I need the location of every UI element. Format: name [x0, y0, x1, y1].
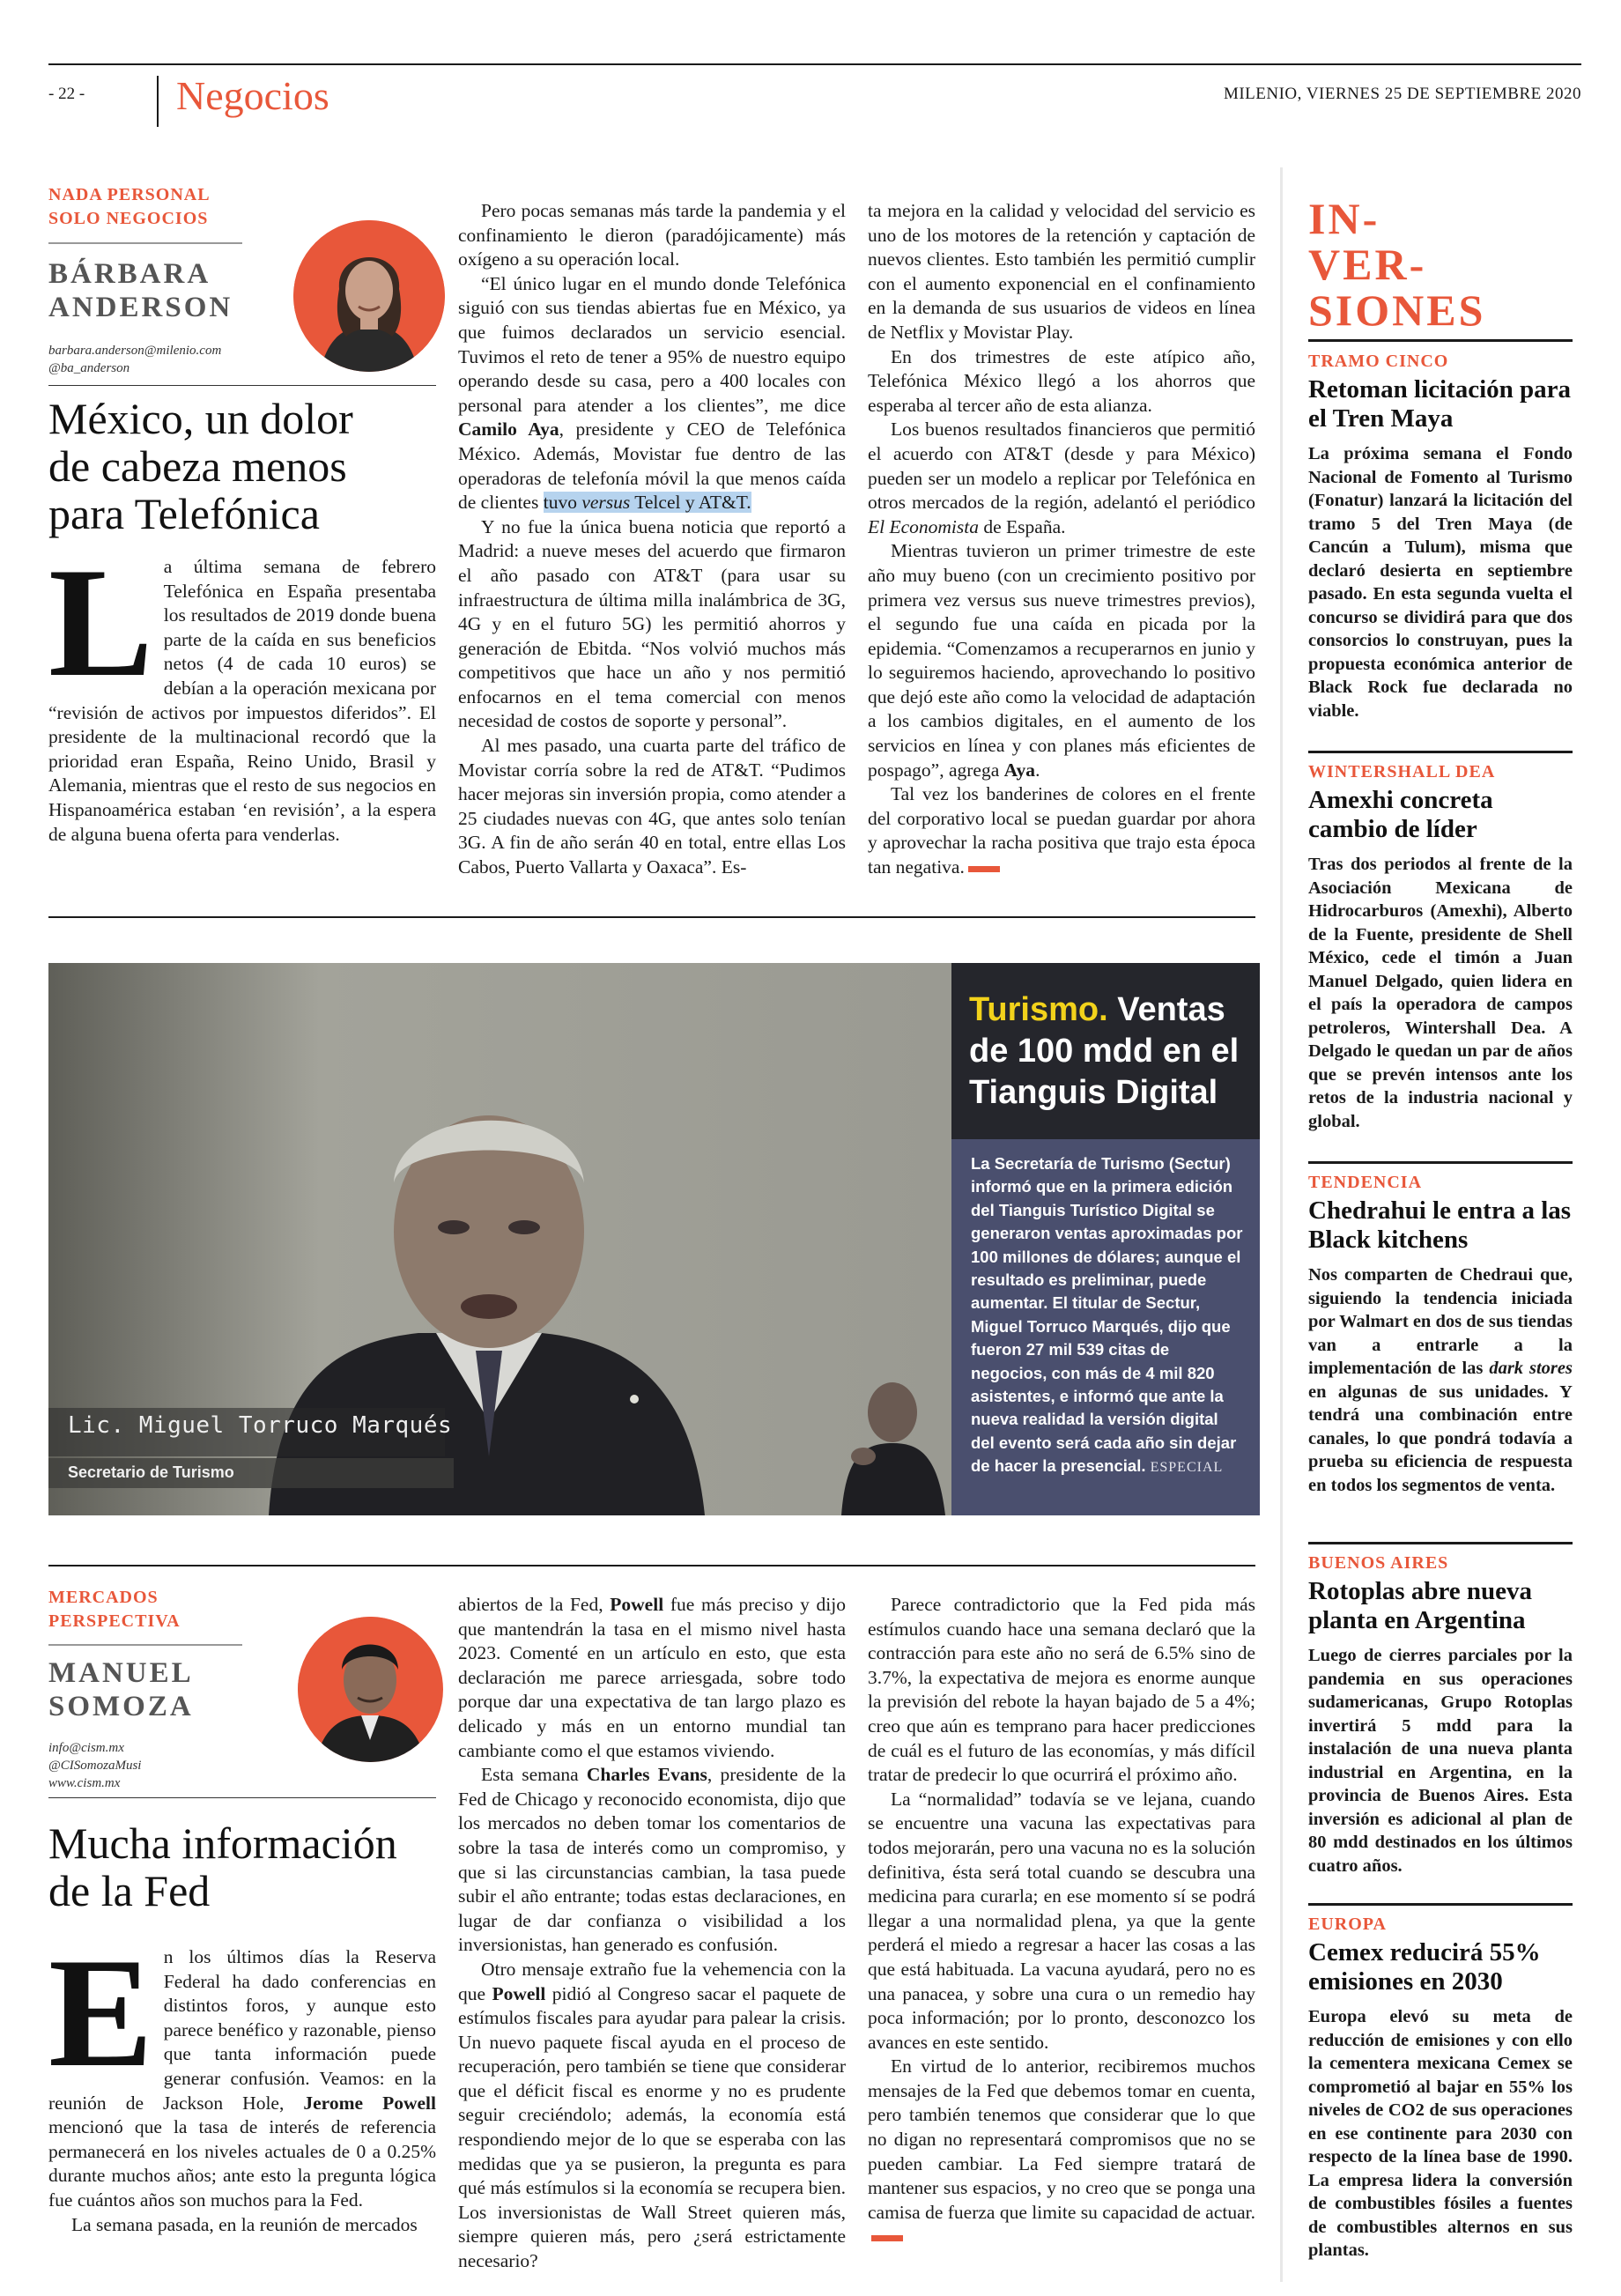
paragraph [868, 418, 1255, 539]
body-text: En virtud de lo anterior, recibiremos muchos mensajes de la Fed que debemos tomar en cuenta, pero también tenemos que considerar que lo que no digan no representará compromisos que no se pueden cambiar. La Fed siempre tratará de mantener sus espacios, y no creo que se ponga una camisa de fuerza que limite su capacidad de actuar. [868, 2055, 1255, 2223]
sidebar-item-chedraui [1308, 1172, 1573, 1497]
photo-text-box [951, 963, 1260, 1515]
article-headline [48, 395, 436, 537]
item-rule [1308, 751, 1573, 753]
item-rule [1308, 1161, 1573, 1164]
drop-cap: E [48, 1945, 153, 2100]
article-column-2 [458, 199, 846, 913]
paragraph: Al mes pasado, una cuarta parte del tráfico de Movistar corría sobre la red de AT&T. “Pudimos hacer mejoras sin inversión propia, como atender a 25 ciudades nuevas con 4G, que antes solo tenían 3G. A fin de año serán 40 en total, entre ellas Los Cabos, Puerto Vallarta y Oaxaca”. Es- [458, 735, 846, 878]
item-kicker: TRAMO CINCO [1308, 352, 1449, 371]
person-name: Aya [1003, 759, 1036, 781]
body-text: Telcel y AT&T. [630, 492, 751, 514]
header-divider [157, 76, 159, 127]
kicker-line: NADA PERSONAL [48, 185, 211, 204]
item-body: Tras dos periodos al frente de la Asociación Mexicana de Hidrocarburos (Amexhi), Alberto de la Fuente, presidente de Shell México, cede el timón a Juan Manuel Delgado, quien lidera en el país la operadora de campos petroleros, Wintershall Dea. A Delgado le quedan un par de años que se prevén intensos ante los retos de la industria nacional y global. [1308, 855, 1573, 1131]
body-text: en algunas de sus unidades. Y tendrá una combinación entre canales, lo que pondrá todavía a prueba su eficiencia de respuesta en todos los segmentos de venta. [1308, 1381, 1573, 1495]
author-twitter[interactable]: @ba_anderson [48, 361, 130, 375]
body-text: , presidente y CEO de Telefónica México. Además, Movistar fue dentro de las operadoras de telefonía móvil la que menos caída de clientes [458, 418, 846, 514]
paragraph: En dos trimestres de este atípico año, Telefónica México llegó a los ahorros que esperaba al tercer año de esta alianza. [868, 345, 1255, 416]
paragraph [458, 1593, 846, 1763]
item-rule [1308, 1542, 1573, 1544]
body-text: Mientras tuvieron un primer trimestre de este año muy bueno (con un crecimiento positivo por primera vez versus sus nueve trimestres previos), el segundo fue una caída en picada por la epidemia. “Comenzamos a recuperarnos en junio y lo seguiremos haciendo, aprovechando lo positivo que dejó este año como la velocidad de adaptación a los cambios digitales, en el aumento de los servicios en línea y con planes más eficientes de pospago”, agrega [868, 540, 1255, 781]
section-rule [48, 1565, 1255, 1566]
headline-line: Tianguis Digital [969, 1074, 1218, 1111]
sidebar-title-line: VER- [1308, 240, 1427, 289]
item-body: La próxima semana el Fondo Nacional de Fomento al Turismo (Fonatur) lanzará la licitación del tramo 5 del Tren Maya (de Cancún a Tulum), misma que declaró desierta en septiembre pasado. En esta segunda vuelta el concurso se dividirá para que dos consorcios lo construyan, pues la propuesta económica anterior de Black Rock fue declarada no viable. [1308, 444, 1573, 721]
highlighted-text[interactable] [544, 492, 751, 513]
paragraph [458, 1763, 846, 1958]
person-name: Powell [610, 1594, 664, 1615]
sidebar-separator [1280, 167, 1283, 2282]
kicker-line: SOLO NEGOCIOS [48, 209, 209, 228]
body-text: , presidente de la Fed de Chicago y reconocido economista, dijo que los mercados no deben tomar los comentarios de sobre la tasa de interés como un compromiso, y que si las circunstancias cambian, la tasa puede subir el año entrante; todas estas declaraciones, en lugar de dar confianza o visibilidad a los inversionistas, han generado es confusión. [458, 1764, 846, 1956]
body-text: pidió al Congreso sacar el paquete de estímulos fiscales para ayudar para palear la crisis. Un nuevo paquete fiscal ayuda en el proceso de recuperación, pero también se tiene que considerar que el déficit fiscal es enorme y no es prudente seguir creciéndolo; además, la economía está respondiendo mejor de lo que se esperaba con las medidas que ya se pusieron, la pregunta es para qué más estímulos si la economía se recupera bien. Los inversionistas de Wall Street quieren más, siempre quieren más, pero ¿será estrictamente necesario? [458, 1982, 846, 2272]
paragraph [868, 782, 1255, 879]
headline-line: de 100 mdd en el [969, 1033, 1240, 1070]
body-text: fue más preciso y dijo que mantendrán la tasa en el mismo nivel hasta 2023. Comenté en un artículo en esto, que esta declaración me parece arriesgada, sobre todo porque dar una expectativa de tan largo plazo es delicado y más en un entorno mundial tan cambiante como el que estamos viviendo. [458, 1594, 846, 1761]
kicker-line: PERSPECTIVA [48, 1611, 181, 1631]
author-twitter[interactable]: @CISomozaMusi [48, 1759, 142, 1773]
author-line: ANDERSON [48, 292, 233, 323]
section-rule [48, 916, 1255, 918]
body-text: abiertos de la Fed, [458, 1594, 611, 1615]
box-headline [969, 989, 1251, 1114]
headline-line: Ventas [1107, 991, 1225, 1028]
sidebar-item-rotoplas [1308, 1552, 1573, 1878]
sidebar-item-cemex [1308, 1914, 1573, 2263]
item-headline: Amexhi concreta cambio de líder [1308, 786, 1493, 843]
headline-line: de la Fed [48, 1866, 211, 1915]
paragraph: Y no fue la única buena noticia que reportó a Madrid: a nueve meses del acuerdo que firmaron el año pasado con AT&T (para usar su infraestructura de última milla inalámbrica de 3G, 4G y en el futuro 5G) les permitió ahorros y generación de Ebitda. “Nos volvió muchos más competitivos que hace un año y nos permitió enfocarnos en el tema comercial con menos necesidad de costos de soporte y personal”. [458, 515, 846, 732]
sidebar-item-amexhi [1308, 761, 1573, 1133]
photo-credit: ESPECIAL [1150, 1460, 1224, 1476]
end-mark [968, 866, 1000, 872]
item-body [1308, 1263, 1573, 1497]
person-name: Camilo Aya [458, 418, 559, 441]
italic-text: El Economista [868, 515, 979, 537]
sidebar-title [1308, 196, 1485, 333]
item-headline: Retoman licitación para el Tren Maya [1308, 375, 1572, 433]
kicker-rule [48, 1644, 242, 1646]
top-rule [48, 63, 1581, 65]
author-avatar [298, 1617, 443, 1762]
body-text: mencionó que la tasa de interés de referencia permanecerá en los niveles actuales de 0 a 0.25% durante muchos años; ante esto la pregunta lógica fue cuántos años son muchos para la Fed. [48, 2116, 436, 2211]
paragraph: Pero pocas semanas más tarde la pandemia y el confinamiento le dieron (paradójicamente) más oxígeno a su operación local. [458, 200, 846, 270]
article-column-2 [458, 1593, 846, 2280]
author-contact [48, 1739, 141, 1792]
item-body: Europa elevó su meta de reducción de emisiones y con ello la cementera mexicana Cemex se comprometió al bajar en 55% los niveles de CO2 de sus operaciones en ese continente para 2030 con respecto de la línea base de 1990. La empresa lidera la conversión de combustibles fósiles a fuentes de combustibles alternos en sus plantas. [1308, 2007, 1573, 2260]
section-title: Negocios [176, 73, 329, 118]
sidebar-item-tren-maya [1308, 351, 1573, 722]
item-headline: Cemex reducirá 55% emisiones en 2030 [1308, 1938, 1541, 1996]
item-kicker: EUROPA [1308, 1915, 1387, 1934]
item-kicker: TENDENCIA [1308, 1173, 1423, 1192]
author-photo-icon [293, 220, 445, 372]
item-rule [1308, 1903, 1573, 1906]
item-headline: Chedrahui le entra a las Black kitchens [1308, 1196, 1572, 1254]
paragraph [458, 1958, 846, 2274]
article-column-3 [868, 1593, 1255, 2280]
paragraph [868, 2055, 1255, 2249]
author-rule [48, 385, 436, 386]
italic-text: dark stores [1489, 1359, 1573, 1378]
item-kicker: WINTERSHALL DEA [1308, 762, 1496, 781]
body-text: de España. [979, 515, 1066, 537]
headline-line: Mucha información [48, 1818, 397, 1868]
author-rule [48, 1797, 436, 1798]
paragraph: La “normalidad” todavía se ve lejana, cuando se encuentre una vacuna las expectativas para todos mejorarán, pero una vacuna no es la solución definitiva, ésta será total cuando se descubra una medicina para curarla; en ese momento sí se podrá llegar a una normalidad plena, ya que la gente perderá el miedo a regresar a hacer las cosas a las que está habituada. La vacuna ayudará, pero no es una panacea, y sobre una cura o un remedio hay poca información; por lo pronto, desconozco los avances en este sentido. [868, 1788, 1255, 2053]
body-text: a última semana de febrero Telefónica en España presentaba los resultados de 2019 donde buena parte de la caída en sus beneficios netos (4 de cada 10 euros) se debían a la operación mexicana por “revisión de activos por impuestos diferidos”. El presidente de la multinacional recordó que la prioridad eran España, Reino Unido, Brasil y Alemania, mientras que el resto de sus negocios en Hispanoamérica estaban ‘en revisión’, a la espera de alguna buena oferta para venderlas. [48, 556, 436, 845]
body-text: “El único lugar en el mundo donde Telefónica siguió con sus tiendas abiertas fue en México, ya que fuimos declarados un servicio esencial. Tuvimos el reto de tener a 95% de nuestro equipo operando desde su casa, pero a 400 locales con personal para atender a los clientes”, me dice [458, 272, 846, 416]
headline-line: de cabeza menos [48, 441, 347, 491]
box-body [971, 1152, 1244, 1480]
body-text: Otro mensaje extraño fue la vehemencia con la que [458, 1958, 846, 2004]
column-kicker [48, 1586, 181, 1633]
kicker-rule [48, 242, 242, 244]
body-text: n los últimos días la Reserva Federal ha dado conferencias en distintos foros, y aunque esto parece benéfico y razonable, pienso que tanta información puede generar confusión. Veamos: en la reunión de Jackson Hole, [48, 1946, 436, 2114]
author-email[interactable]: info@cism.mx [48, 1741, 124, 1755]
article-headline [48, 1819, 436, 1915]
author-website[interactable]: www.cism.mx [48, 1776, 121, 1790]
author-name [48, 1656, 194, 1723]
paragraph: Parece contradictorio que la Fed pida más estímulos cuando hace una semana declaró que la contracción para este año no será de 6.5% sino de 3.7%, la expectativa de mejora es enorme aunque la previsión del rebote la hayan bajado de 5 a 4%; creo que aún es temprano para hacer predicciones de cuál es el futuro de las economías, y más difícil tratar de predecir lo que ocurrirá el próximo año. [868, 1594, 1255, 1786]
author-email[interactable]: barbara.anderson@milenio.com [48, 344, 222, 358]
item-body: Luego de cierres parciales por la pandemia en sus operaciones sudamericanas, Grupo Rotoplas invertirá 5 mdd para la instalación de una nueva planta industrial en Argentina, en la provincia de Buenos Aires. Esta inversión es adicional al plan de 80 mdd destinados en los últimos cuatro años. [1308, 1646, 1573, 1876]
article-column-1 [48, 555, 436, 890]
body-text: Nos comparten de Chedraui que, siguiendo la tendencia iniciada por Walmart en dos de sus tiendas van a entrarle a la implementación de las [1308, 1265, 1573, 1378]
author-line: SOMOZA [48, 1691, 194, 1722]
item-rule [1308, 339, 1573, 342]
paragraph: ta mejora en la calidad y velocidad del servicio es uno de los motores de la retención y captación de nuevos clientes. Esto también les permitió cumplir con el aumento exponencial en el confinamiento en la demanda de sus usuarios de videos en línea de Netflix y Movistar Play. [868, 200, 1255, 343]
column-kicker [48, 183, 211, 231]
kicker-line: MERCADOS [48, 1588, 159, 1607]
sidebar-title-line: SIONES [1308, 285, 1486, 335]
end-mark [871, 2235, 903, 2241]
body-text: . [1035, 759, 1040, 781]
author-line: BÁRBARA [48, 258, 211, 290]
body-text: Esta semana [481, 1764, 587, 1786]
italic-text: versus [581, 492, 631, 514]
dateline: MILENIO, VIERNES 25 DE SEPTIEMBRE 2020 [1223, 85, 1581, 103]
person-name: Jerome Powell [303, 2092, 436, 2114]
paragraph [458, 272, 846, 515]
item-kicker: BUENOS AIRES [1308, 1553, 1449, 1573]
person-name: Charles Evans [586, 1764, 707, 1786]
author-photo-icon [298, 1617, 443, 1762]
headline-line: para Telefónica [48, 489, 320, 538]
box-kicker: Turismo. [969, 991, 1108, 1028]
body-text: Los buenos resultados financieros que permitió el acuerdo con AT&T (desde y para México) pueden ser un modelo a replicar por Telefónica en otros mercados de la región, adelantó el periódico [868, 418, 1255, 514]
item-headline: Rotoplas abre nueva planta en Argentina [1308, 1577, 1533, 1634]
author-avatar [293, 220, 445, 372]
headline-line: México, un dolor [48, 394, 353, 443]
author-line: MANUEL [48, 1657, 194, 1689]
author-contact [48, 342, 221, 377]
body-text: tuvo [543, 492, 582, 514]
paragraph: La semana pasada, en la reunión de mercados [71, 2213, 418, 2235]
paragraph [868, 539, 1255, 782]
body-text: Tal vez los banderines de colores en el frente del corporativo local se puedan guardar por ahora y aprovechar la racha positiva que trajo esta época tan negativa. [868, 783, 1255, 878]
photo-caption-title: Secretario de Turismo [68, 1463, 234, 1481]
news-photo [48, 963, 951, 1515]
photo-caption-name: Lic. Miguel Torruco Marqués [68, 1412, 453, 1439]
body-text: La Secretaría de Turismo (Sectur) informó que en la primera edición del Tianguis Turístico Digital se generaron ventas aproximadas por 100 millones de dólares; aunque el resultado es preliminar, puede aumentar. El titular de Sectur, Miguel Torruco Marqués, dijo que fueron 27 mil 539 citas de negocios, con más de 4 mil 820 asistentes, e informó que ante la nueva realidad la versión digital del evento será cada año sin dejar de hacer la presencial. [971, 1154, 1243, 1476]
person-name: Powell [492, 1982, 546, 2004]
drop-cap: L [48, 555, 153, 709]
article-column-1 [48, 1945, 436, 2280]
author-name [48, 257, 233, 324]
page-number: - 22 - [48, 85, 85, 103]
article-column-3 [868, 199, 1255, 895]
sidebar-title-line: IN- [1308, 194, 1380, 243]
